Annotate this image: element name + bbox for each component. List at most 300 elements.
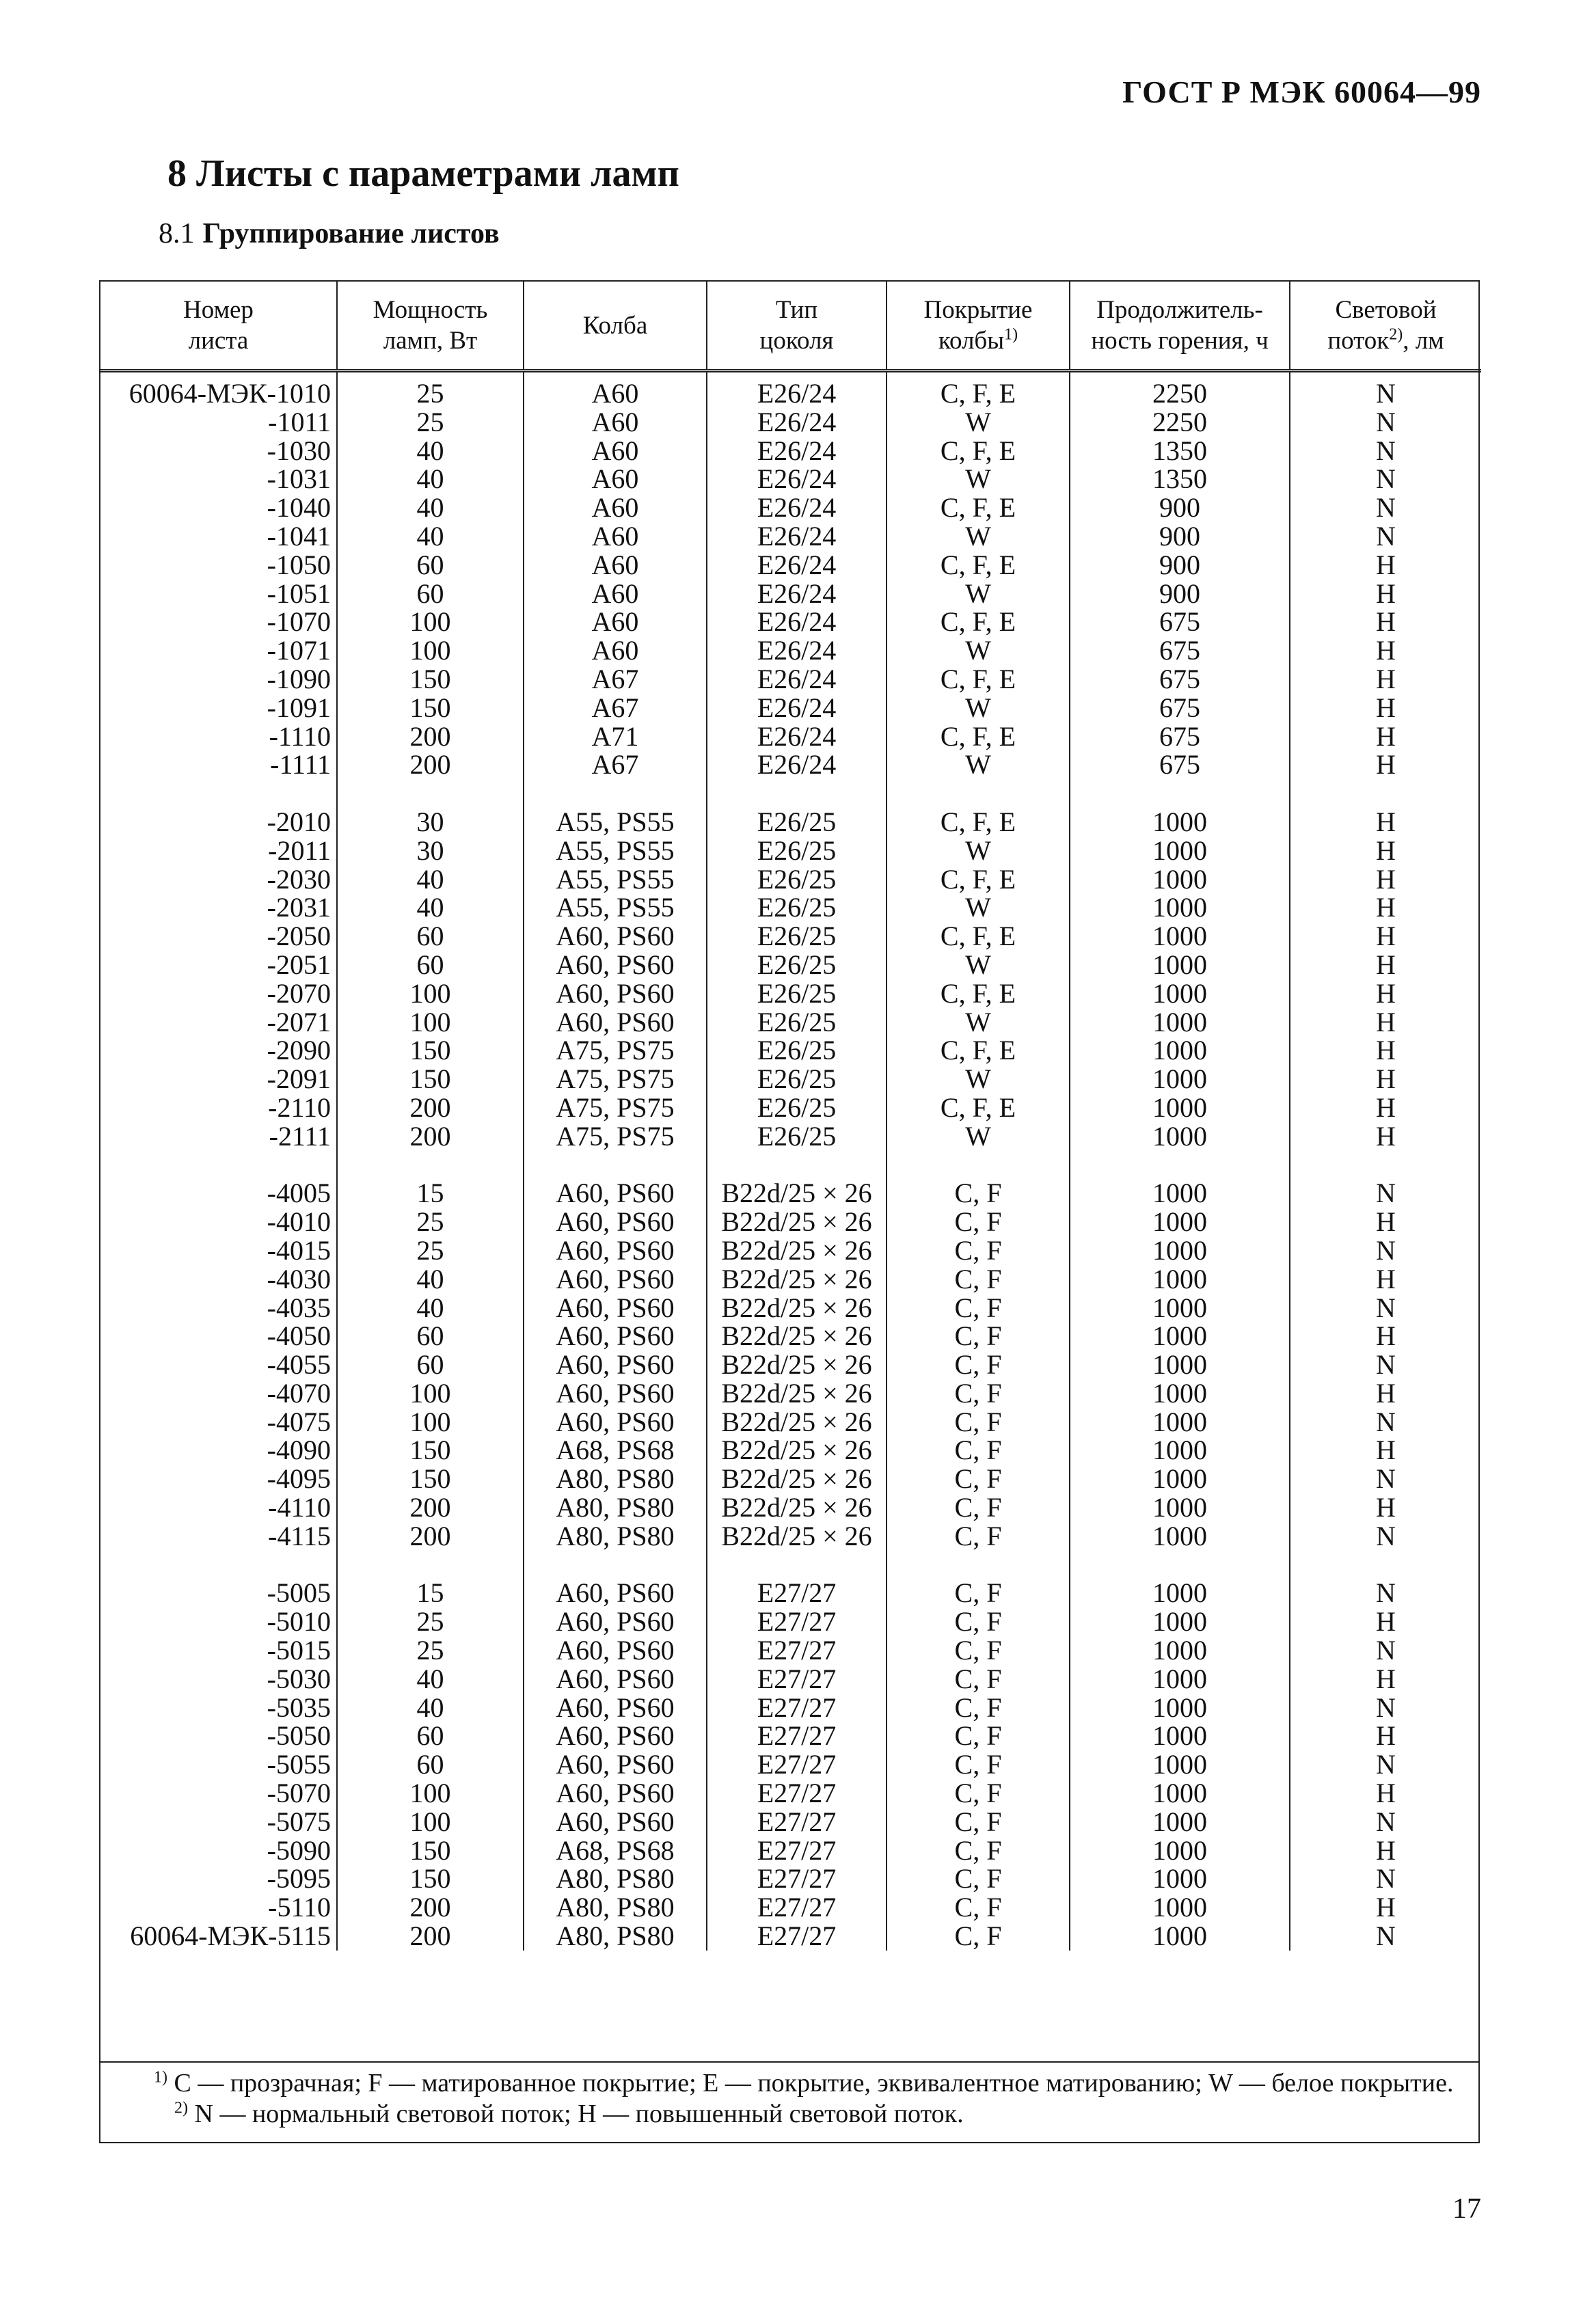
cell-bulb: A80, PS80 [524, 1893, 707, 1922]
cell-cap-type: E27/27 [707, 1579, 887, 1607]
cell-life: 1000 [1070, 1065, 1290, 1094]
table-row [100, 979, 1481, 1008]
cell-life: 1000 [1070, 1294, 1290, 1322]
spacer-cell [100, 779, 337, 808]
cell-sheet-number: -4010 [100, 1208, 337, 1236]
cell-power: 200 [337, 722, 524, 751]
spacer-cell [337, 779, 524, 808]
cell-life: 1000 [1070, 1522, 1290, 1551]
table-row [100, 437, 1481, 465]
cell-coating: C, F, E [887, 437, 1070, 465]
cell-bulb: A60, PS60 [524, 1008, 707, 1037]
cell-life: 1000 [1070, 1893, 1290, 1922]
spacer-cell [887, 779, 1070, 808]
cell-life: 1000 [1070, 951, 1290, 979]
cell-sheet-number: -1040 [100, 493, 337, 522]
cell-bulb: A60, PS60 [524, 1750, 707, 1779]
cell-luminous-flux: N [1376, 1579, 1396, 1608]
cell-cap-type: E26/25 [707, 1036, 887, 1065]
spacer-cell [337, 1151, 524, 1180]
cell-cap-type: B22d/25 × 26 [707, 1436, 887, 1465]
table-row [100, 408, 1481, 437]
cell-bulb: A60, PS60 [524, 1236, 707, 1265]
cell-sheet-number: -5030 [100, 1665, 337, 1694]
cell-power: 25 [337, 371, 524, 408]
cell-bulb: A60, PS60 [524, 979, 707, 1008]
table-row [100, 1036, 1481, 1065]
table-row [100, 371, 1481, 408]
footnote-ref: 1) [1004, 325, 1018, 344]
cell-life: 1000 [1070, 893, 1290, 922]
cell-luminous-flux: H [1376, 1379, 1396, 1408]
cell-bulb: A55, PS55 [524, 808, 707, 837]
cell-life: 2250 [1070, 408, 1290, 437]
cell-cap-type: E27/27 [707, 1694, 887, 1722]
cell-cap-type: B22d/25 × 26 [707, 1294, 887, 1322]
table-row [100, 636, 1481, 665]
cell-cap-type: E26/24 [707, 722, 887, 751]
cell-bulb: A75, PS75 [524, 1065, 707, 1094]
cell-power: 100 [337, 608, 524, 636]
cell-bulb: A71 [524, 722, 707, 751]
header-life [1070, 282, 1290, 371]
table-row [100, 1836, 1481, 1865]
cell-luminous-flux: H [1376, 1893, 1396, 1923]
cell-cap-type: B22d/25 × 26 [707, 1322, 887, 1350]
cell-coating: C, F [887, 1350, 1070, 1379]
cell-coating: C, F [887, 1779, 1070, 1808]
cell-bulb: A55, PS55 [524, 893, 707, 922]
cell-power: 150 [337, 1836, 524, 1865]
cell-power: 200 [337, 1522, 524, 1551]
table-row [100, 1008, 1481, 1037]
table-row [100, 551, 1481, 580]
cell-power: 40 [337, 865, 524, 894]
cell-bulb: A60 [524, 522, 707, 551]
cell-luminous-flux: H [1376, 1722, 1396, 1751]
cell-power: 150 [337, 694, 524, 722]
header-line: цоколя [759, 327, 834, 355]
footnote-ref: 2) [1389, 325, 1403, 344]
cell-power: 200 [337, 1094, 524, 1122]
cell-life: 1350 [1070, 437, 1290, 465]
cell-bulb: A80, PS80 [524, 1522, 707, 1551]
cell-luminous-flux: H [1376, 1093, 1396, 1122]
header-line: ность горения, ч [1091, 327, 1269, 355]
cell-luminous-flux: H [1376, 1264, 1396, 1294]
cell-sheet-number: -4050 [100, 1322, 337, 1350]
cell-coating: W [887, 951, 1070, 979]
cell-sheet-number: -4070 [100, 1379, 337, 1408]
cell-sheet-number: -5110 [100, 1893, 337, 1922]
cell-sheet-number: -5015 [100, 1636, 337, 1665]
cell-power: 15 [337, 1579, 524, 1607]
cell-life: 900 [1070, 493, 1290, 522]
spacer-cell [1290, 1151, 1481, 1180]
cell-power: 60 [337, 1322, 524, 1350]
table-row [100, 1465, 1481, 1493]
cell-power: 40 [337, 493, 524, 522]
cell-bulb: A60, PS60 [524, 1607, 707, 1636]
cell-coating: C, F [887, 1694, 1070, 1722]
cell-sheet-number: -4005 [100, 1179, 337, 1208]
cell-life: 1000 [1070, 1436, 1290, 1465]
cell-power: 25 [337, 1236, 524, 1265]
table-row [100, 1294, 1481, 1322]
cell-life: 675 [1070, 694, 1290, 722]
cell-coating: C, F [887, 1265, 1070, 1294]
spacer-cell [524, 779, 707, 808]
cell-power: 150 [337, 1436, 524, 1465]
cell-life: 1000 [1070, 1579, 1290, 1607]
table-row [100, 1922, 1481, 1951]
cell-sheet-number: -1041 [100, 522, 337, 551]
table-row [100, 1179, 1481, 1208]
table-row [100, 1722, 1481, 1750]
cell-bulb: A60 [524, 493, 707, 522]
table-row [100, 1208, 1481, 1236]
header-line: Номер [183, 296, 254, 324]
table-row [100, 922, 1481, 951]
header-line: поток [1327, 327, 1390, 355]
cell-luminous-flux: N [1376, 1693, 1396, 1722]
table-header-row [100, 282, 1481, 371]
cell-sheet-number: -4090 [100, 1436, 337, 1465]
cell-luminous-flux: H [1376, 865, 1396, 894]
cell-power: 150 [337, 1864, 524, 1893]
cell-bulb: A60, PS60 [524, 1636, 707, 1665]
cell-cap-type: E27/27 [707, 1607, 887, 1636]
cell-cap-type: B22d/25 × 26 [707, 1379, 887, 1408]
cell-cap-type: E27/27 [707, 1836, 887, 1865]
cell-bulb: A60, PS60 [524, 1665, 707, 1694]
cell-luminous-flux: N [1376, 1293, 1396, 1322]
cell-coating: C, F, E [887, 722, 1070, 751]
cell-coating: C, F [887, 1322, 1070, 1350]
cell-coating: W [887, 750, 1070, 779]
table-row [100, 750, 1481, 779]
header-line: Тип [775, 296, 818, 324]
cell-bulb: A80, PS80 [524, 1465, 707, 1493]
cell-cap-type: E27/27 [707, 1779, 887, 1808]
cell-luminous-flux: H [1376, 807, 1396, 837]
spacer-cell [524, 1151, 707, 1180]
table-row [100, 1436, 1481, 1465]
cell-coating: C, F [887, 1864, 1070, 1893]
table-row [100, 1350, 1481, 1379]
cell-sheet-number: -1090 [100, 665, 337, 694]
cell-bulb: A60, PS60 [524, 1694, 707, 1722]
cell-power: 60 [337, 580, 524, 608]
cell-luminous-flux: H [1376, 950, 1396, 979]
cell-bulb: A60, PS60 [524, 1579, 707, 1607]
group-spacer [100, 1551, 1481, 1579]
table-row [100, 608, 1481, 636]
cell-power: 100 [337, 1379, 524, 1408]
header-line: Продолжитель- [1096, 296, 1263, 324]
cell-sheet-number: -5010 [100, 1607, 337, 1636]
cell-cap-type: E26/25 [707, 922, 887, 951]
cell-cap-type: B22d/25 × 26 [707, 1208, 887, 1236]
cell-luminous-flux: H [1376, 979, 1396, 1008]
cell-power: 150 [337, 665, 524, 694]
spacer-cell [1070, 1551, 1290, 1579]
subsection-text: Группирование листов [202, 218, 500, 249]
cell-life: 1000 [1070, 1722, 1290, 1750]
cell-cap-type: E26/25 [707, 837, 887, 865]
subsection-number: 8.1 [159, 218, 195, 249]
cell-coating: C, F [887, 1579, 1070, 1607]
spacer-cell [337, 1551, 524, 1579]
cell-power: 30 [337, 808, 524, 837]
cell-coating: C, F [887, 1722, 1070, 1750]
table-row [100, 580, 1481, 608]
cell-bulb: A80, PS80 [524, 1864, 707, 1893]
cell-bulb: A68, PS68 [524, 1436, 707, 1465]
cell-coating: W [887, 408, 1070, 437]
cell-cap-type: E26/24 [707, 371, 887, 408]
cell-cap-type: B22d/25 × 26 [707, 1522, 887, 1551]
table-row [100, 1408, 1481, 1437]
cell-bulb: A60, PS60 [524, 1179, 707, 1208]
cell-power: 100 [337, 636, 524, 665]
cell-life: 1000 [1070, 1750, 1290, 1779]
cell-coating: C, F [887, 1236, 1070, 1265]
cell-bulb: A60 [524, 608, 707, 636]
cell-bulb: A67 [524, 750, 707, 779]
cell-life: 1000 [1070, 837, 1290, 865]
header-cap-type [707, 282, 887, 371]
cell-sheet-number: -1050 [100, 551, 337, 580]
cell-cap-type: E26/25 [707, 1122, 887, 1151]
table-row [100, 522, 1481, 551]
cell-life: 900 [1070, 551, 1290, 580]
cell-sheet-number: -2111 [100, 1122, 337, 1151]
cell-life: 1000 [1070, 1408, 1290, 1437]
cell-life: 1000 [1070, 1779, 1290, 1808]
cell-power: 40 [337, 893, 524, 922]
cell-coating: C, F [887, 1436, 1070, 1465]
cell-power: 150 [337, 1465, 524, 1493]
cell-coating: C, F [887, 1750, 1070, 1779]
table-row [100, 1094, 1481, 1122]
cell-cap-type: E26/24 [707, 636, 887, 665]
cell-luminous-flux: N [1376, 521, 1396, 551]
cell-sheet-number: -4055 [100, 1350, 337, 1379]
cell-sheet-number: -4110 [100, 1493, 337, 1522]
cell-power: 25 [337, 1208, 524, 1236]
cell-luminous-flux: N [1376, 378, 1396, 408]
cell-cap-type: B22d/25 × 26 [707, 1408, 887, 1437]
table-body [100, 371, 1481, 1951]
cell-life: 1000 [1070, 1607, 1290, 1636]
cell-bulb: A80, PS80 [524, 1922, 707, 1951]
lamp-sheets-table [99, 280, 1480, 2063]
table-row [100, 1379, 1481, 1408]
cell-life: 900 [1070, 522, 1290, 551]
table-row [100, 1694, 1481, 1722]
spacer-cell [1290, 1551, 1481, 1579]
cell-life: 1350 [1070, 465, 1290, 493]
cell-bulb: A60, PS60 [524, 1808, 707, 1836]
cell-sheet-number: -1111 [100, 750, 337, 779]
cell-cap-type: B22d/25 × 26 [707, 1493, 887, 1522]
table-row [100, 1779, 1481, 1808]
cell-life: 675 [1070, 665, 1290, 694]
group-spacer [100, 779, 1481, 808]
cell-bulb: A60 [524, 371, 707, 408]
cell-luminous-flux: N [1376, 1465, 1396, 1494]
header-line: ламп, Вт [383, 327, 478, 355]
cell-power: 150 [337, 1036, 524, 1065]
cell-life: 675 [1070, 608, 1290, 636]
cell-life: 1000 [1070, 1179, 1290, 1208]
cell-sheet-number: -1030 [100, 437, 337, 465]
cell-life: 900 [1070, 580, 1290, 608]
cell-power: 60 [337, 1750, 524, 1779]
cell-power: 15 [337, 1179, 524, 1208]
cell-cap-type: B22d/25 × 26 [707, 1350, 887, 1379]
cell-sheet-number: -5035 [100, 1694, 337, 1722]
cell-coating: C, F [887, 1379, 1070, 1408]
cell-coating: C, F [887, 1665, 1070, 1694]
cell-sheet-number: -5005 [100, 1579, 337, 1607]
cell-bulb: A60 [524, 636, 707, 665]
cell-life: 1000 [1070, 1122, 1290, 1151]
cell-cap-type: E26/24 [707, 694, 887, 722]
cell-luminous-flux: H [1376, 550, 1396, 580]
cell-bulb: A60, PS60 [524, 1294, 707, 1322]
cell-life: 1000 [1070, 808, 1290, 837]
cell-luminous-flux: N [1376, 1636, 1396, 1665]
table-row [100, 493, 1481, 522]
cell-sheet-number: -4075 [100, 1408, 337, 1437]
cell-sheet-number: -4035 [100, 1294, 337, 1322]
cell-luminous-flux: H [1376, 1836, 1396, 1865]
table-row [100, 1607, 1481, 1636]
cell-sheet-number: -5095 [100, 1864, 337, 1893]
cell-luminous-flux: H [1376, 1122, 1396, 1151]
cell-luminous-flux: H [1376, 1664, 1396, 1694]
cell-coating: C, F, E [887, 665, 1070, 694]
cell-power: 200 [337, 750, 524, 779]
table-row [100, 1808, 1481, 1836]
header-unit: , лм [1403, 327, 1444, 355]
header-line: листа [188, 327, 249, 355]
header-bulb [524, 282, 707, 371]
cell-coating: W [887, 522, 1070, 551]
spacer-cell [524, 1551, 707, 1579]
cell-luminous-flux: H [1376, 636, 1396, 665]
cell-cap-type: B22d/25 × 26 [707, 1465, 887, 1493]
cell-cap-type: E27/27 [707, 1722, 887, 1750]
cell-cap-type: E26/25 [707, 979, 887, 1008]
cell-luminous-flux: N [1376, 1864, 1396, 1894]
spacer-cell [1070, 1151, 1290, 1180]
cell-cap-type: E26/24 [707, 465, 887, 493]
cell-luminous-flux: N [1376, 1350, 1396, 1379]
header-luminous-flux [1290, 282, 1481, 371]
cell-coating: C, F, E [887, 493, 1070, 522]
footnote-1-mark: 1) [154, 2068, 167, 2087]
cell-cap-type: B22d/25 × 26 [707, 1179, 887, 1208]
cell-power: 100 [337, 1808, 524, 1836]
cell-luminous-flux: H [1376, 1065, 1396, 1094]
cell-sheet-number: -5055 [100, 1750, 337, 1779]
cell-bulb: A67 [524, 694, 707, 722]
cell-luminous-flux: N [1376, 1521, 1396, 1551]
table-row [100, 1065, 1481, 1094]
cell-luminous-flux: N [1376, 465, 1396, 494]
cell-sheet-number: -1011 [100, 408, 337, 437]
cell-bulb: A68, PS68 [524, 1836, 707, 1865]
cell-sheet-number: -1070 [100, 608, 337, 636]
section-title: 8 Листы с параметрами ламп [167, 152, 679, 195]
cell-luminous-flux: N [1376, 1407, 1396, 1437]
cell-power: 200 [337, 1893, 524, 1922]
cell-life: 675 [1070, 750, 1290, 779]
cell-luminous-flux: N [1376, 407, 1396, 437]
cell-sheet-number: -5070 [100, 1779, 337, 1808]
cell-coating: W [887, 694, 1070, 722]
cell-coating: C, F [887, 1893, 1070, 1922]
cell-coating: C, F, E [887, 608, 1070, 636]
cell-cap-type: E27/27 [707, 1922, 887, 1951]
subsection-title [159, 217, 500, 250]
cell-bulb: A75, PS75 [524, 1122, 707, 1151]
cell-cap-type: E26/24 [707, 408, 887, 437]
cell-power: 200 [337, 1922, 524, 1951]
cell-bulb: A80, PS80 [524, 1493, 707, 1522]
table-row [100, 1864, 1481, 1893]
cell-life: 1000 [1070, 1694, 1290, 1722]
cell-sheet-number: -2090 [100, 1036, 337, 1065]
cell-luminous-flux: H [1376, 1007, 1396, 1037]
footnote-2 [120, 2099, 1459, 2130]
cell-coating: C, F [887, 1808, 1070, 1836]
cell-coating: C, F [887, 1522, 1070, 1551]
cell-coating: C, F, E [887, 865, 1070, 894]
cell-sheet-number: -1091 [100, 694, 337, 722]
cell-luminous-flux: H [1376, 1779, 1396, 1808]
cell-coating: C, F, E [887, 1094, 1070, 1122]
cell-sheet-number: -2071 [100, 1008, 337, 1037]
cell-sheet-number: -2091 [100, 1065, 337, 1094]
cell-cap-type: B22d/25 × 26 [707, 1236, 887, 1265]
cell-life: 1000 [1070, 1465, 1290, 1493]
cell-luminous-flux: H [1376, 1322, 1396, 1351]
table-row [100, 808, 1481, 837]
cell-luminous-flux: H [1376, 1493, 1396, 1522]
cell-cap-type: E27/27 [707, 1893, 887, 1922]
header-line: Колба [582, 311, 648, 340]
cell-cap-type: E26/25 [707, 1065, 887, 1094]
cell-power: 40 [337, 1265, 524, 1294]
cell-power: 30 [337, 837, 524, 865]
table-row [100, 722, 1481, 751]
table-row [100, 1579, 1481, 1607]
cell-power: 200 [337, 1493, 524, 1522]
cell-life: 1000 [1070, 1322, 1290, 1350]
cell-luminous-flux: N [1376, 1922, 1396, 1951]
cell-coating: C, F, E [887, 979, 1070, 1008]
table-row [100, 837, 1481, 865]
table-row [100, 1750, 1481, 1779]
cell-luminous-flux: N [1376, 493, 1396, 522]
table-row [100, 1122, 1481, 1151]
cell-coating: C, F, E [887, 922, 1070, 951]
cell-bulb: A75, PS75 [524, 1036, 707, 1065]
